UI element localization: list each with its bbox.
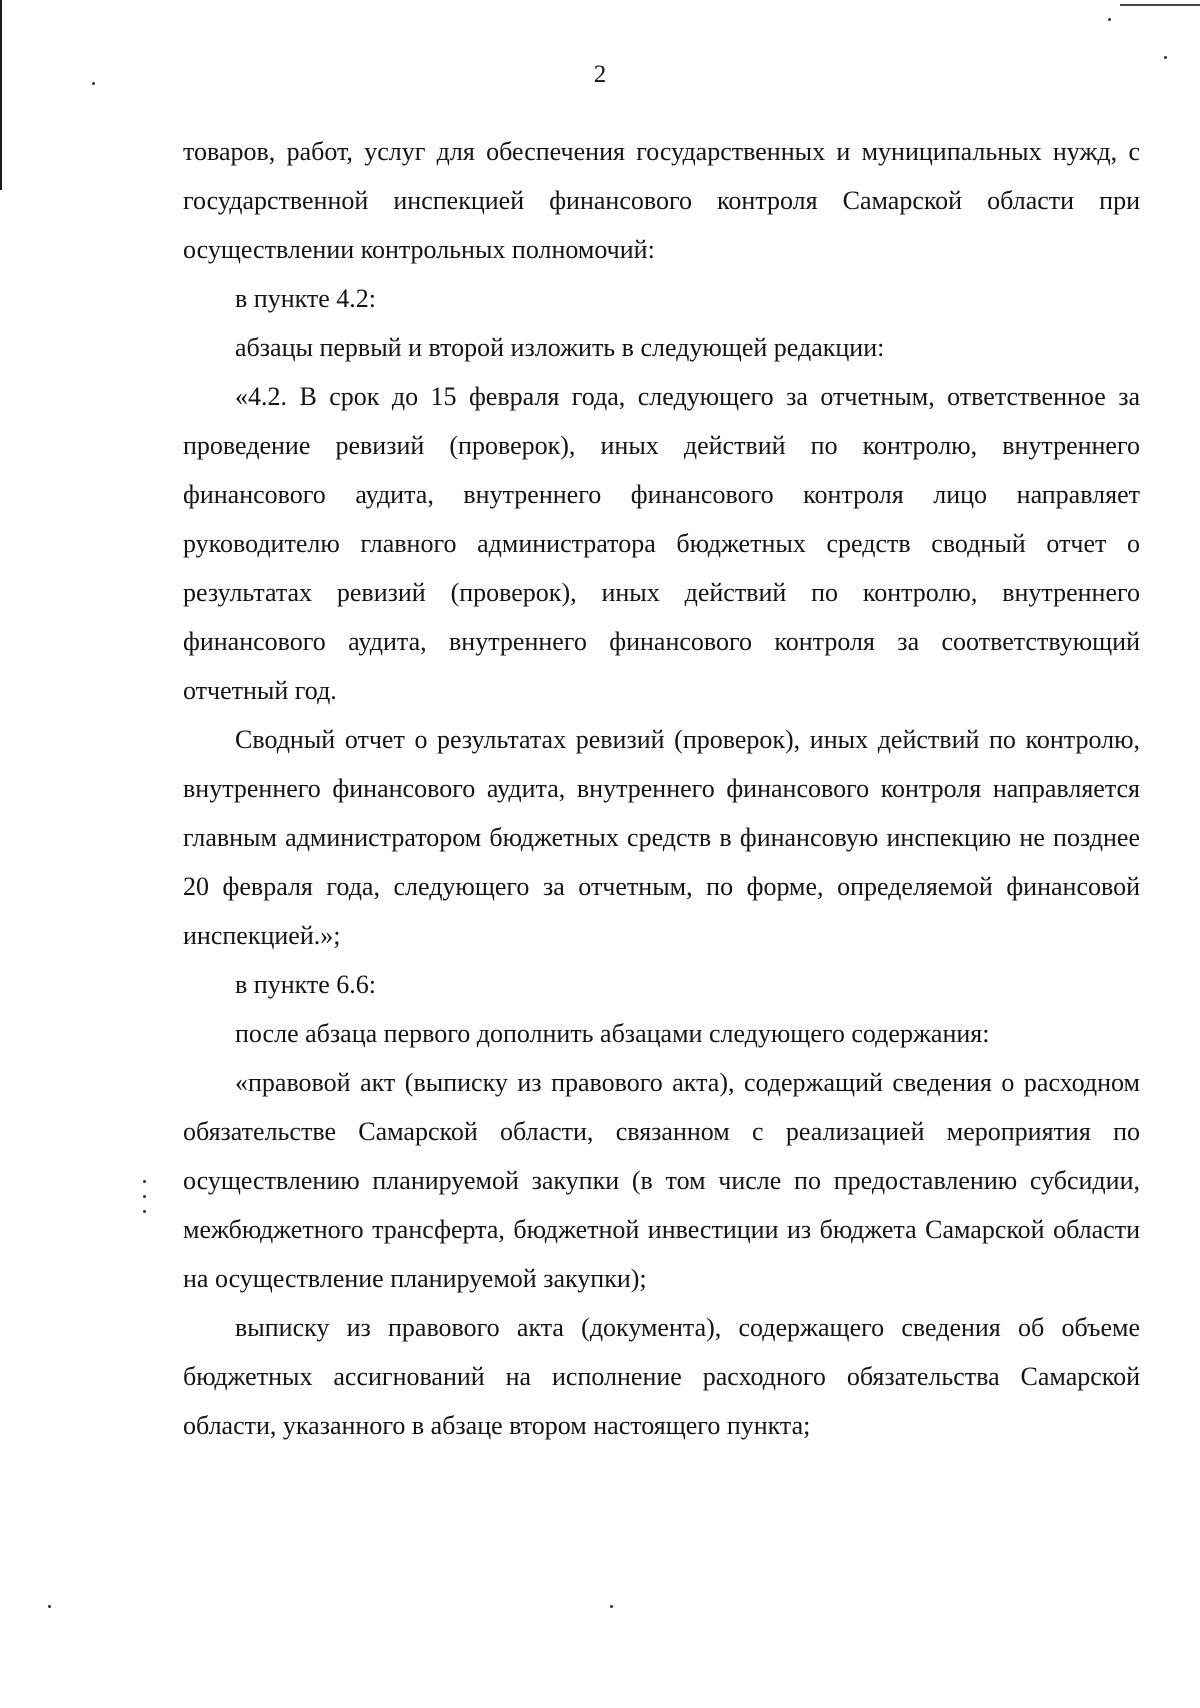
scan-speck — [143, 1195, 146, 1198]
paragraph-point-4-2-text: «4.2. В срок до 15 февраля года, следующего за отчетным, ответственное за проведение ревизий (проверок), иных действий по контролю, внутреннего финансового аудита, внутреннего финансового контроля лицо направляет руководителю главного администратора бюджетных средств сводный отчет о результатах ревизий (проверок), иных действий по контролю, внутреннего финансового аудита, внутреннего финансового контроля за соответствующий отчетный год. — [183, 382, 1140, 705]
document-body — [183, 127, 1140, 1450]
scan-speck — [610, 1605, 613, 1608]
scan-edge-line — [0, 0, 2, 190]
paragraph-addition-instruction: после абзаца первого дополнить абзацами следующего содержания: — [235, 1019, 990, 1048]
scan-speck — [143, 1180, 146, 1183]
scan-speck — [48, 1605, 51, 1608]
paragraph-legal-act-extract: выписку из правового акта (документа), содержащего сведения об объеме бюджетных ассигнований на исполнение расходного обязательства Самарской области, указанного в абзаце втором настоящего пункта; — [183, 1313, 1140, 1440]
paragraph-point-4-2-heading: в пункте 4.2: — [235, 284, 377, 313]
scan-speck — [1108, 18, 1111, 21]
paragraph-legal-act: «правовой акт (выписку из правового акта), содержащий сведения о расходном обязательстве Самарской области, связанном с реализацией мероприятия по осуществлению планируемой закупки (в том числе по предоставлению субсидии, межбюджетного трансферта, бюджетной инвестиции из бюджета Самарской области на осуществление планируемой закупки); — [183, 1068, 1140, 1293]
scan-corner-mark — [1120, 4, 1200, 6]
paragraph-intro-continuation: товаров, работ, услуг для обеспечения государственных и муниципальных нужд, с государственной инспекцией финансового контроля Самарской области при осуществлении контрольных полномочий: — [183, 137, 1140, 264]
page-number: 2 — [593, 61, 607, 88]
paragraph-point-6-6-heading: в пункте 6.6: — [235, 970, 377, 999]
paragraph-summary-report: Сводный отчет о результатах ревизий (проверок), иных действий по контролю, внутреннего финансового аудита, внутреннего финансового контроля направляется главным администратором бюджетных средств в финансовую инспекцию не позднее 20 февраля года, следующего за отчетным, по форме, определяемой финансовой инспекцией.»; — [183, 725, 1140, 950]
paragraph-amendment-instruction: абзацы первый и второй изложить в следующей редакции: — [235, 333, 885, 362]
scan-speck — [1164, 56, 1167, 59]
scan-speck — [143, 1210, 146, 1213]
